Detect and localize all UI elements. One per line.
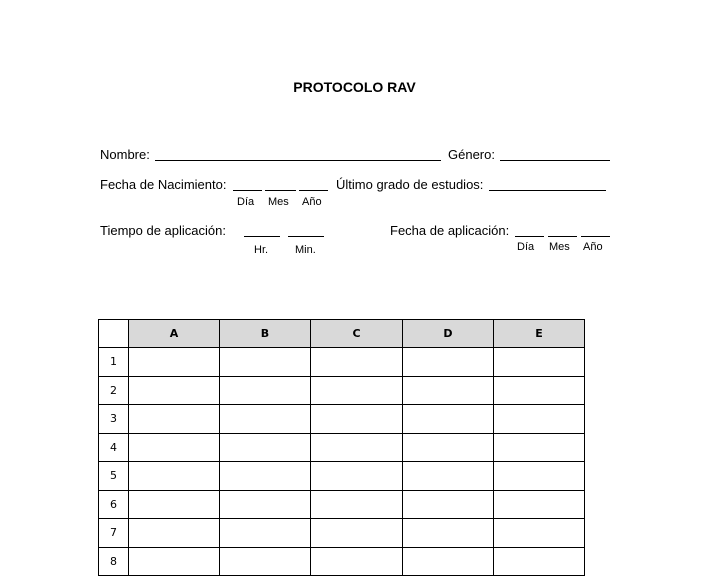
answer-cell[interactable] bbox=[311, 519, 403, 548]
answer-cell[interactable] bbox=[494, 519, 585, 548]
answer-cell[interactable] bbox=[494, 405, 585, 434]
answer-cell[interactable] bbox=[403, 433, 494, 462]
table-row bbox=[99, 547, 585, 576]
answer-cell[interactable] bbox=[220, 462, 311, 491]
nombre-label: Nombre: bbox=[100, 147, 150, 162]
column-header-e: E bbox=[494, 320, 585, 348]
tiempo-min-caption: Min. bbox=[295, 244, 316, 256]
answer-cell[interactable] bbox=[494, 490, 585, 519]
nacimiento-dia-field[interactable] bbox=[233, 190, 262, 191]
answer-cell[interactable] bbox=[403, 547, 494, 576]
column-header-a: A bbox=[129, 320, 220, 348]
table-row bbox=[99, 433, 585, 462]
answer-cell[interactable] bbox=[220, 405, 311, 434]
answer-cell[interactable] bbox=[494, 462, 585, 491]
table-row bbox=[99, 519, 585, 548]
answer-cell[interactable] bbox=[220, 433, 311, 462]
row-number: 3 bbox=[99, 405, 129, 434]
answer-cell[interactable] bbox=[220, 376, 311, 405]
answer-cell[interactable] bbox=[220, 348, 311, 377]
row-number: 7 bbox=[99, 519, 129, 548]
answer-cell[interactable] bbox=[129, 433, 220, 462]
table-row bbox=[99, 405, 585, 434]
tiempo-hr-caption: Hr. bbox=[254, 244, 269, 256]
column-header-c: C bbox=[311, 320, 403, 348]
answer-cell[interactable] bbox=[403, 348, 494, 377]
nombre-field[interactable] bbox=[155, 160, 441, 161]
answer-cell[interactable] bbox=[311, 376, 403, 405]
answer-cell[interactable] bbox=[403, 462, 494, 491]
genero-label: Género: bbox=[448, 147, 495, 162]
tiempo-min-field[interactable] bbox=[288, 236, 324, 237]
answer-cell[interactable] bbox=[311, 433, 403, 462]
nacimiento-dia-caption: Día bbox=[237, 196, 255, 208]
row-number: 5 bbox=[99, 462, 129, 491]
answer-cell[interactable] bbox=[494, 348, 585, 377]
nacimiento-mes-caption: Mes bbox=[268, 196, 289, 208]
answer-cell[interactable] bbox=[129, 519, 220, 548]
aplicacion-mes-caption: Mes bbox=[549, 241, 570, 253]
tiempo-label: Tiempo de aplicación: bbox=[100, 223, 226, 238]
answer-cell[interactable] bbox=[403, 405, 494, 434]
aplicacion-anio-caption: Año bbox=[583, 241, 603, 253]
answer-cell[interactable] bbox=[494, 433, 585, 462]
aplicacion-mes-field[interactable] bbox=[548, 236, 577, 237]
table-row bbox=[99, 462, 585, 491]
aplicacion-dia-caption: Día bbox=[517, 241, 535, 253]
nacimiento-label: Fecha de Nacimiento: bbox=[100, 177, 227, 192]
row-number: 8 bbox=[99, 547, 129, 576]
row-number: 6 bbox=[99, 490, 129, 519]
row-number: 1 bbox=[99, 348, 129, 377]
tiempo-hr-field[interactable] bbox=[244, 236, 280, 237]
answer-cell[interactable] bbox=[129, 490, 220, 519]
table-row bbox=[99, 490, 585, 519]
grid-header-row bbox=[99, 320, 585, 348]
answer-cell[interactable] bbox=[220, 547, 311, 576]
column-header-d: D bbox=[403, 320, 494, 348]
answer-cell[interactable] bbox=[129, 348, 220, 377]
answer-cell[interactable] bbox=[129, 405, 220, 434]
grid-corner-cell bbox=[99, 320, 129, 348]
estudios-label: Último grado de estudios: bbox=[336, 177, 484, 192]
nacimiento-anio-field[interactable] bbox=[299, 190, 328, 191]
answer-cell[interactable] bbox=[129, 462, 220, 491]
aplicacion-anio-field[interactable] bbox=[581, 236, 610, 237]
nacimiento-anio-caption: Año bbox=[302, 196, 322, 208]
answer-grid bbox=[98, 319, 585, 576]
answer-cell[interactable] bbox=[494, 376, 585, 405]
column-header-b: B bbox=[220, 320, 311, 348]
answer-cell[interactable] bbox=[311, 405, 403, 434]
answer-cell[interactable] bbox=[220, 519, 311, 548]
answer-cell[interactable] bbox=[129, 547, 220, 576]
answer-cell[interactable] bbox=[129, 376, 220, 405]
answer-cell[interactable] bbox=[311, 348, 403, 377]
row-number: 4 bbox=[99, 433, 129, 462]
answer-cell[interactable] bbox=[220, 490, 311, 519]
table-row bbox=[99, 376, 585, 405]
genero-field[interactable] bbox=[500, 160, 610, 161]
document-title: PROTOCOLO RAV bbox=[293, 79, 416, 95]
table-row bbox=[99, 348, 585, 377]
answer-cell[interactable] bbox=[311, 490, 403, 519]
answer-cell[interactable] bbox=[403, 519, 494, 548]
row-number: 2 bbox=[99, 376, 129, 405]
nacimiento-mes-field[interactable] bbox=[265, 190, 296, 191]
answer-cell[interactable] bbox=[311, 547, 403, 576]
answer-cell[interactable] bbox=[403, 490, 494, 519]
answer-cell[interactable] bbox=[494, 547, 585, 576]
fecha-aplicacion-label: Fecha de aplicación: bbox=[390, 223, 510, 238]
aplicacion-dia-field[interactable] bbox=[515, 236, 544, 237]
answer-cell[interactable] bbox=[311, 462, 403, 491]
answer-cell[interactable] bbox=[403, 376, 494, 405]
estudios-field[interactable] bbox=[489, 190, 606, 191]
